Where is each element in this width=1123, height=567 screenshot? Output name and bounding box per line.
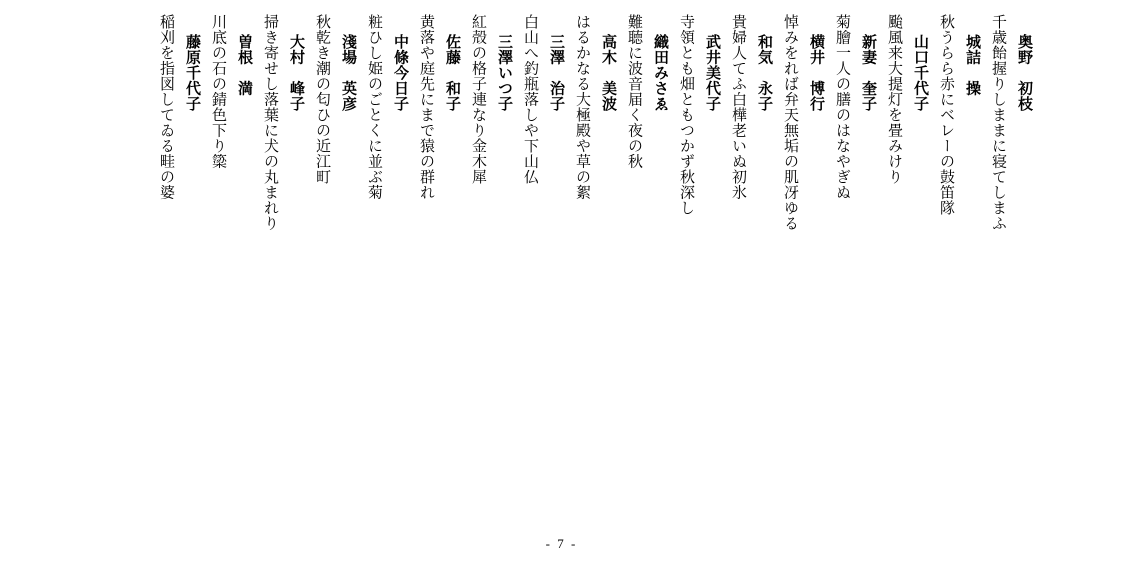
author-name: 和気 永子 [756,34,774,112]
author-name: 織田みさゑ [652,34,670,112]
author-name: 武井美代子 [704,34,722,112]
haiku-entry [159,14,201,200]
author-name: 城詰 操 [964,34,982,96]
author-name: 奥野 初枝 [1016,34,1034,112]
haiku-text: 稲刈を指図してゐる畦の婆 [158,14,176,200]
haiku-entry [991,14,1033,231]
haiku-text: 秋うらら赤にベレーの鼓笛隊 [938,14,956,216]
haiku-entry [939,14,981,216]
haiku-text: はるかなる大極殿や草の絮 [574,14,592,200]
haiku-text: 千歳飴握りしままに寝てしまふ [990,14,1008,231]
haiku-text: 白山へ釣瓶落しや下山仏 [522,14,540,185]
haiku-text: 颱風来大提灯を畳みけり [886,14,904,185]
haiku-entry [315,14,357,185]
haiku-text: 秋乾き潮の匂ひの近江町 [314,14,332,185]
author-name: 三澤 治子 [548,34,566,112]
author-name: 淺場 英彦 [340,34,358,112]
author-name: 大村 峰子 [288,34,306,112]
author-name: 新妻 奎子 [860,34,878,112]
haiku-text: 菊膾一人の膳のはなやぎぬ [834,14,852,200]
haiku-entry [627,14,669,169]
author-name: 山口千代子 [912,34,930,112]
author-name: 曽根 満 [236,34,254,96]
haiku-entry [471,14,513,185]
haiku-text: 貴婦人てふ白樺老いぬ初氷 [730,14,748,200]
haiku-entry [263,14,305,231]
haiku-text: 紅殻の格子連なり金木犀 [470,14,488,185]
haiku-entry [367,14,409,200]
haiku-entry [419,14,461,200]
haiku-text: 掃き寄せし落葉に犬の丸まれり [262,14,280,231]
author-name: 横井 博行 [808,34,826,112]
haiku-text: 川底の石の錆色下り簗 [210,14,228,169]
page-number: - 7 - [545,536,578,551]
haiku-entry [679,14,721,216]
haiku-columns [159,14,1033,334]
haiku-text: 難聴に波音届く夜の秋 [626,14,644,169]
haiku-text: 粧ひし姫のごとくに並ぶ菊 [366,14,384,200]
haiku-entry [783,14,825,231]
haiku-text: 寺領とも畑ともつかず秋深し [678,14,696,216]
author-name: 佐藤 和子 [444,34,462,112]
haiku-entry [523,14,565,185]
author-name: 中條今日子 [392,34,410,112]
haiku-entry [731,14,773,200]
haiku-entry [211,14,253,169]
author-name: 三澤いつ子 [496,34,514,112]
haiku-text: 悼みをれば弁天無垢の肌冴ゆる [782,14,800,231]
haiku-entry [835,14,877,200]
author-name: 藤原千代子 [184,34,202,112]
haiku-text: 黄落や庭先にまで猿の群れ [418,14,436,200]
haiku-entry [887,14,929,185]
haiku-entry [575,14,617,200]
author-name: 高木 美波 [600,34,618,112]
